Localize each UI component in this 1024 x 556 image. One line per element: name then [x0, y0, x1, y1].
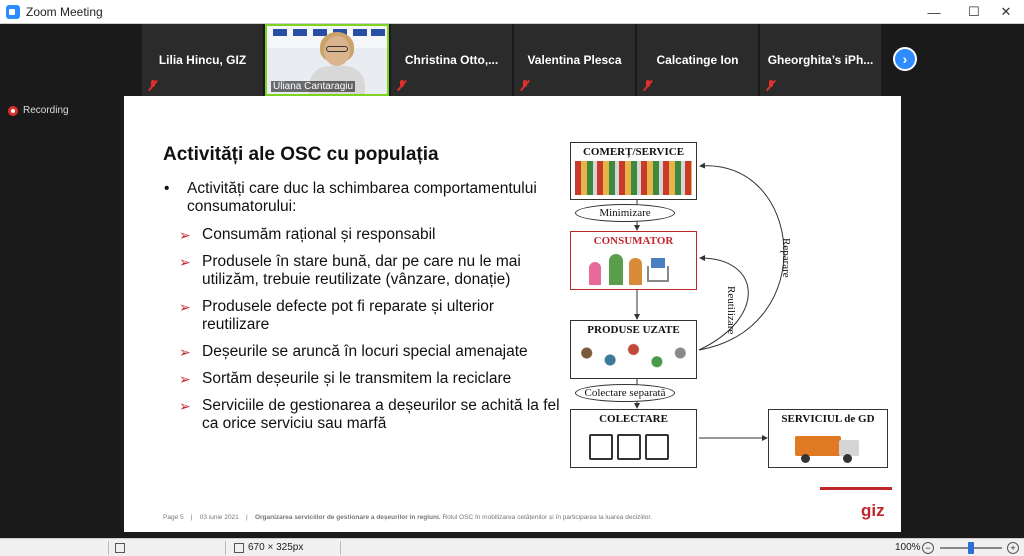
slide-title: Activități ale OSC cu populația: [163, 144, 439, 165]
record-icon: [8, 106, 18, 116]
zoom-app-icon: [6, 5, 20, 19]
arrow-bullet-icon: ➢: [179, 254, 191, 270]
close-button[interactable]: ✕: [1000, 4, 1012, 19]
divider: [225, 541, 226, 555]
status-bar: [0, 538, 1024, 556]
sub-bullet: ➢ Serviciile de gestionarea a deșeurilor se achită la fel ca orice serviciu sau marfă: [179, 397, 560, 432]
produse-uzate-box: [570, 320, 697, 379]
slide-footer: Page 5 | 03 iunie 2021 | Organizarea serviciilor de gestionare a deșeurilor în regiuni. Rolul OSC în mobilizarea cetățenilor și în participarea la luarea deciziilor.: [163, 514, 652, 521]
divider: [108, 541, 109, 555]
waste-flow-diagram: [562, 138, 897, 478]
next-participants-button[interactable]: [893, 47, 917, 71]
main-bullet: • Activități care duc la schimbarea comportamentului consumatorului:: [162, 180, 562, 216]
shared-slide: [124, 96, 901, 532]
giz-logo: giz: [861, 501, 885, 520]
active-speaker-video[interactable]: [265, 24, 389, 96]
recording-indicator[interactable]: [8, 105, 69, 116]
participant-name: Gheorghita’s iPh...: [767, 53, 874, 67]
arrow-bullet-icon: ➢: [179, 344, 191, 360]
serviciul-gd-box: [768, 409, 888, 468]
colectare-separata-ellipse: Colectare separată: [575, 384, 675, 402]
muted-mic-icon: [397, 80, 407, 91]
footer-date: 03 iunie 2021: [199, 514, 239, 521]
slide-bullets: [162, 180, 562, 442]
selection-icon: [115, 543, 125, 553]
participant-tile[interactable]: [637, 24, 758, 96]
participant-name: Calcatinge Ion: [656, 53, 739, 67]
used-products-image: [575, 339, 692, 374]
participant-name: Christina Otto,...: [404, 53, 499, 67]
speaker-name: Uliana Cantaragiu: [273, 81, 354, 92]
muted-mic-icon: [148, 80, 158, 91]
footer-page: Page 5: [163, 514, 184, 521]
garbage-truck-image: [773, 428, 883, 463]
footer-subtitle: Rolul OSC în mobilizarea cetățenilor și în participarea la luarea deciziilor.: [442, 514, 652, 521]
arrow-bullet-icon: ➢: [179, 371, 191, 387]
maximize-button[interactable]: ☐: [968, 4, 980, 19]
arrow-bullet-icon: ➢: [179, 398, 191, 414]
muted-mic-icon: [520, 80, 530, 91]
reutilizare-arrow: [699, 258, 748, 350]
minimize-button[interactable]: —: [927, 4, 941, 20]
colectare-box: [570, 409, 697, 468]
recycle-bins-image: [575, 428, 692, 463]
comert-service-box: [570, 142, 697, 200]
muted-mic-icon: [643, 80, 653, 91]
image-dimensions: 670 × 325px: [248, 542, 304, 553]
speaker-glasses: [326, 46, 348, 52]
muted-mic-icon: [766, 80, 776, 91]
participant-name: Lilia Hincu, GIZ: [158, 53, 247, 67]
zoom-out-icon[interactable]: −: [922, 542, 934, 554]
minimizare-ellipse: Minimizare: [575, 204, 675, 222]
footer-title: Organizarea serviciilor de gestionare a deșeurilor în regiuni.: [254, 514, 441, 521]
shopping-family-image: [575, 250, 692, 285]
sub-bullet: ➢ Consumăm rațional și responsabil: [179, 226, 436, 243]
divider: [340, 541, 341, 555]
comert-label: COMERȚ/SERVICE: [582, 146, 685, 158]
window-titlebar: [0, 0, 1024, 24]
reparare-arrow: [699, 166, 784, 350]
participant-name: Valentina Plesca: [527, 53, 622, 67]
participant-tile[interactable]: [391, 24, 512, 96]
chevron-right-icon: ›: [902, 51, 908, 67]
participant-tile[interactable]: [142, 24, 263, 96]
recording-label: Recording: [23, 105, 69, 116]
window-title: Zoom Meeting: [26, 4, 103, 19]
participant-tile[interactable]: [760, 24, 881, 96]
sub-bullet: ➢ Deșeurile se aruncă în locuri special amenajate: [179, 343, 528, 360]
participant-tile[interactable]: [514, 24, 635, 96]
zoom-in-icon[interactable]: +: [1007, 542, 1019, 554]
sub-bullet: ➢ Produsele în stare bună, dar pe care nu le mai utilizăm, trebuie reutilizate (vânzare, donație): [179, 253, 521, 288]
zoom-slider-thumb[interactable]: [968, 542, 974, 554]
consumator-box: [570, 231, 697, 290]
supermarket-image: [575, 161, 692, 195]
zoom-level: 100%: [895, 542, 921, 553]
giz-logo-line: [820, 487, 892, 490]
arrow-bullet-icon: ➢: [179, 227, 191, 243]
reparare-label: Reparare: [780, 238, 792, 278]
arrow-bullet-icon: ➢: [179, 299, 191, 315]
sub-bullet: ➢ Produsele defecte pot fi reparate și ulterior reutilizare: [179, 298, 495, 333]
participant-strip: [0, 24, 1024, 96]
produse-label: PRODUSE UZATE: [587, 324, 680, 336]
sub-bullet: ➢ Sortăm deșeurile și le transmitem la reciclare: [179, 370, 512, 387]
consumator-label: CONSUMATOR: [593, 235, 674, 247]
serviciul-label: SERVICIUL de GD: [781, 413, 875, 425]
colectare-label: COLECTARE: [599, 413, 668, 425]
reutilizare-label: Reutilizare: [725, 286, 737, 335]
image-size-icon: [234, 543, 244, 553]
